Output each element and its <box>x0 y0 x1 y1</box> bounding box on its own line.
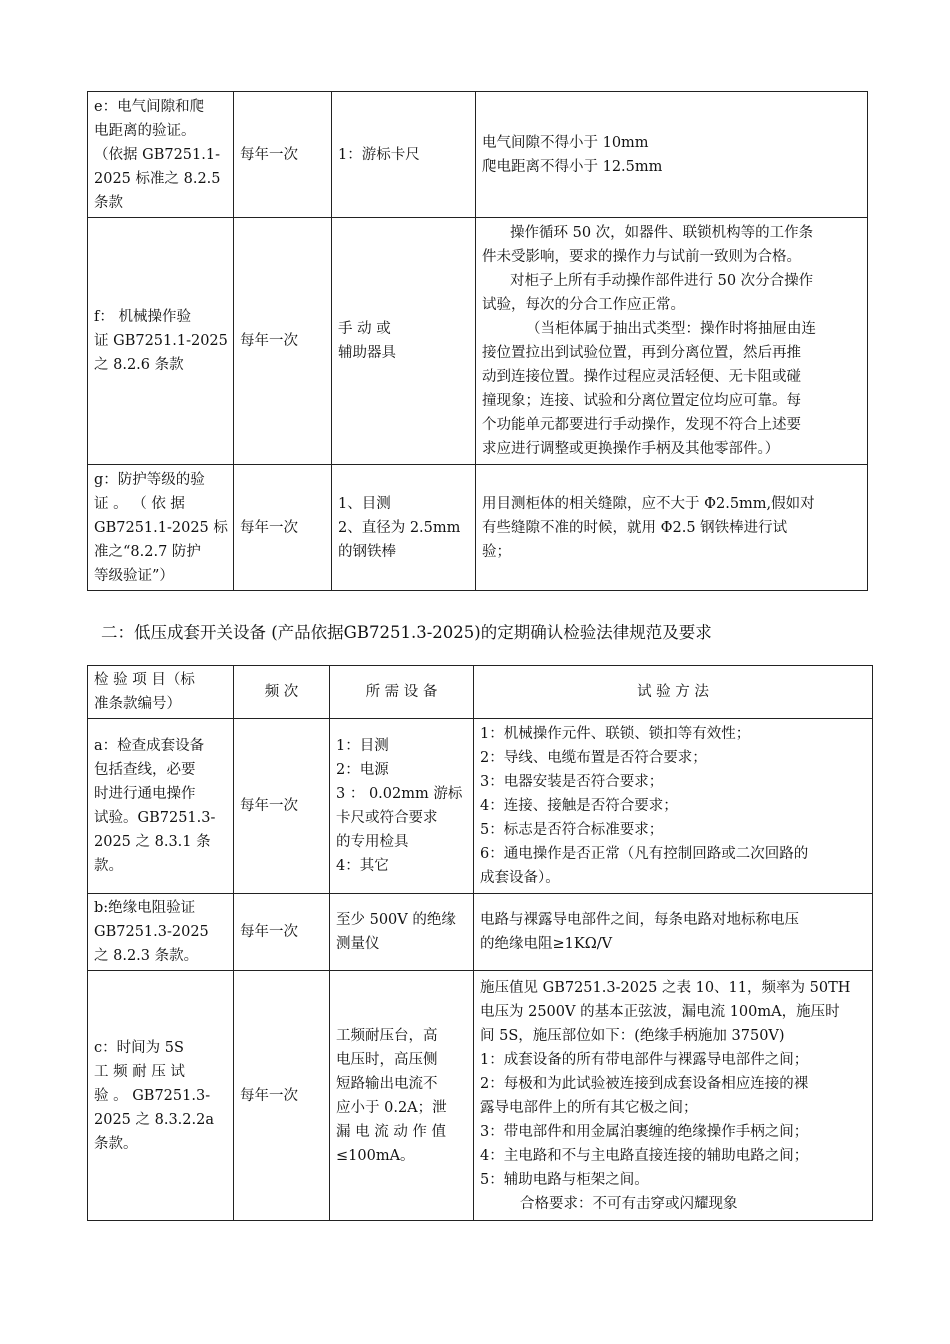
pass-requirement: 合格要求：不可有击穿或闪耀现象 <box>520 1195 738 1212</box>
item-cell: a：检查成套设备 包括查线，必要 时进行通电操作 试验。GB7251.3- 2025 之 8.3.1 条 款。 <box>88 719 234 894</box>
header-item: 检 验 项 目（标 准条款编号） <box>88 666 234 719</box>
table-row <box>88 971 873 1221</box>
freq-cell: 每年一次 <box>234 92 332 218</box>
equip-cell: 至少 500V 的绝缘 测量仪 <box>330 894 474 971</box>
table-header-row <box>88 666 873 719</box>
header-equip: 所 需 设 备 <box>330 666 474 719</box>
freq-cell: 每年一次 <box>234 971 330 1221</box>
item-cell: e：电气间隙和爬 电距离的验证。 （依据 GB7251.1- 2025 标准之 8.2.5 条款 <box>88 92 234 218</box>
method-cell: 用目测柜体的相关缝隙，应不大于 Φ2.5mm,假如对 有些缝隙不准的时候，就用 Φ2.5 钢铁棒进行试 验； <box>476 465 868 591</box>
freq-cell: 每年一次 <box>234 465 332 591</box>
header-method: 试 验 方 法 <box>474 666 873 719</box>
equip-cell: 工频耐压台，高 电压时，高压侧 短路输出电流不 应小于 0.2A；泄 漏 电 流 动 作 值 ≤100mA。 <box>330 971 474 1221</box>
equip-cell: 1：目测 2：电源 3 ： 0.02mm 游标 卡尺或符合要求 的专用检具 4：其它 <box>330 719 474 894</box>
table-row <box>88 218 868 465</box>
equip-cell: 手 动 或 辅助器具 <box>332 218 476 465</box>
freq-cell: 每年一次 <box>234 218 332 465</box>
item-cell: g：防护等级的验 证 。 （ 依 据 GB7251.1-2025 标 准之“8.2.7 防护 等级验证”） <box>88 465 234 591</box>
equip-cell: 1：游标卡尺 <box>332 92 476 218</box>
table-row <box>88 465 868 591</box>
table-row <box>88 894 873 971</box>
inspection-table-1 <box>87 91 868 591</box>
section-heading: 二：低压成套开关设备 (产品依据GB7251.3-2025)的定期确认检验法律规范及要求 <box>101 623 712 642</box>
inspection-table-2 <box>87 665 873 1221</box>
item-cell: f： 机械操作验 证 GB7251.1-2025 之 8.2.6 条款 <box>88 218 234 465</box>
method-cell: 施压值见 GB7251.3-2025 之表 10、11，频率为 50TH 电压为 2500V 的基本正弦波，漏电流 100mA，施压时 间 5S，施压部位如下：(绝缘手柄施加 3750V) 1：成套设备的所有带电部件与裸露导电部件之间； 2：每极和为此试验被连接到成套设备相应连接的裸 露导电部件上的所有其它极之间； 3：带电部件和用金属泊裹缠的绝缘操作手柄之间； 4：主电路和不与主电路直接连接的辅助电路之间； 5：辅助电路与柜架之间。 合格要求：不可有击穿或闪耀现象 <box>474 971 873 1221</box>
method-cell: 1：机械操作元件、联锁、锁扣等有效性； 2：导线、电缆布置是否符合要求； 3：电器安装是否符合要求； 4：连接、接触是否符合要求； 5：标志是否符合标准要求； 6：通电操作是否正常（凡有控制回路或二次回路的 成套设备）。 <box>474 719 873 894</box>
equip-cell: 1、目测 2、直径为 2.5mm 的钢铁棒 <box>332 465 476 591</box>
table-row <box>88 92 868 218</box>
freq-cell: 每年一次 <box>234 894 330 971</box>
freq-cell: 每年一次 <box>234 719 330 894</box>
method-cell: 电气间隙不得小于 10mm 爬电距离不得小于 12.5mm <box>476 92 868 218</box>
table-row <box>88 719 873 894</box>
method-cell: 操作循环 50 次，如器件、联锁机构等的工作条 件未受影响，要求的操作力与试前一致则为合格。 对柜子上所有手动操作部件进行 50 次分合操作 试验，每次的分合工作应正常。 （当柜体属于抽出式类型：操作时将抽屉由连 接位置拉出到试验位置，再到分离位置，然后再推 动到连接位置。操作过程应灵活轻便、无卡阻或碰 撞现象；连接、试验和分离位置定位均应可靠。每 个功能单元都要进行手动操作，发现不符合上述要 求应进行调整或更换操作手柄及其他零部件。） <box>476 218 868 465</box>
item-cell: c：时间为 5S 工 频 耐 压 试 验 。 GB7251.3- 2025 之 8.3.2.2a 条款。 <box>88 971 234 1221</box>
method-cell: 电路与裸露导电部件之间，每条电路对地标称电压 的绝缘电阻≥1KΩ/V <box>474 894 873 971</box>
item-cell: b:绝缘电阻验证 GB7251.3-2025 之 8.2.3 条款。 <box>88 894 234 971</box>
header-freq: 频 次 <box>234 666 330 719</box>
